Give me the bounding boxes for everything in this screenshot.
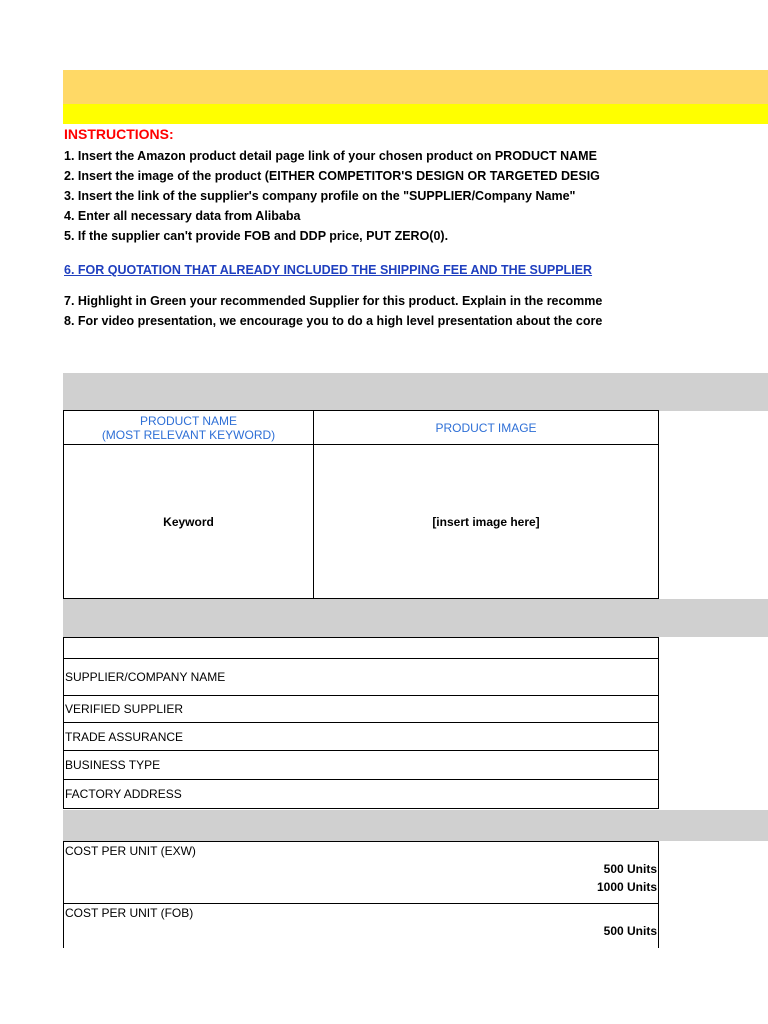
section-bar-cost (63, 810, 768, 841)
header-band-orange (63, 70, 768, 104)
instruction-line-1: 1. Insert the Amazon product detail page link of your chosen product on PRODUCT NAME (64, 149, 597, 163)
instruction-line-3: 3. Insert the link of the supplier's company profile on the "SUPPLIER/Company Name" (64, 189, 576, 203)
header-band-yellow (63, 104, 768, 124)
keyword-cell[interactable]: Keyword (64, 445, 314, 599)
product-image-header: PRODUCT IMAGE (314, 411, 659, 445)
business-type-row[interactable]: BUSINESS TYPE (64, 751, 659, 780)
fob-500-units: 500 Units (603, 924, 657, 938)
cost-fob-cell[interactable] (64, 904, 659, 948)
instruction-line-8: 8. For video presentation, we encourage you to do a high level presentation about the core (64, 314, 603, 328)
product-image-cell[interactable]: [insert image here] (314, 445, 659, 599)
cost-exw-label: COST PER UNIT (EXW) (65, 844, 196, 858)
section-bar-supplier (63, 599, 768, 637)
verified-supplier-row[interactable]: VERIFIED SUPPLIER (64, 696, 659, 723)
supplier-blank-row (64, 638, 659, 659)
supplier-company-name-row[interactable]: SUPPLIER/COMPANY NAME (64, 659, 659, 696)
cost-fob-label: COST PER UNIT (FOB) (65, 906, 194, 920)
product-name-header-line1: PRODUCT NAME (139, 413, 238, 428)
product-table (63, 410, 659, 599)
trade-assurance-row[interactable]: TRADE ASSURANCE (64, 723, 659, 751)
instruction-line-7: 7. Highlight in Green your recommended Supplier for this product. Explain in the recomme (64, 294, 603, 308)
instruction-line-6-link[interactable]: 6. FOR QUOTATION THAT ALREADY INCLUDED THE SHIPPING FEE AND THE SUPPLIER (64, 263, 593, 277)
cost-table (63, 841, 659, 948)
exw-1000-units: 1000 Units (596, 880, 657, 894)
supplier-table (63, 637, 659, 809)
instructions-title: INSTRUCTIONS: (64, 126, 174, 142)
cost-exw-cell[interactable] (64, 842, 659, 904)
exw-500-units: 500 Units (603, 862, 657, 876)
factory-address-row[interactable]: FACTORY ADDRESS (64, 780, 659, 809)
instruction-line-4: 4. Enter all necessary data from Alibaba (64, 209, 301, 223)
product-name-header-line2: (MOST RELEVANT KEYWORD) (101, 427, 276, 442)
instruction-line-2: 2. Insert the image of the product (EITHER COMPETITOR'S DESIGN OR TARGETED DESIG (64, 169, 600, 183)
product-name-header (64, 411, 314, 445)
instruction-line-5: 5. If the supplier can't provide FOB and DDP price, PUT ZERO(0). (64, 229, 449, 243)
section-bar-product (63, 373, 768, 411)
